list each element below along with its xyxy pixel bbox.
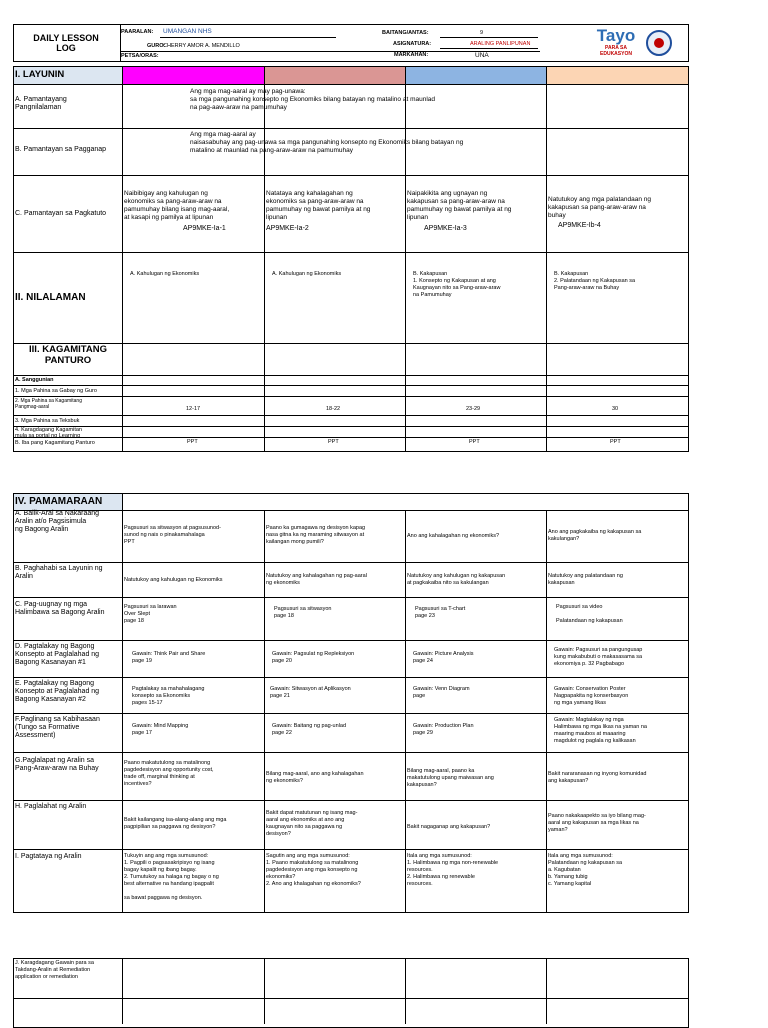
gabay-guro-label: 1. Mga Pahina sa Gabay ng Guro (15, 388, 97, 394)
pagtalakay-1-cell-3: Gawain: Picture Analysis page 24 (413, 651, 474, 664)
nilalaman-cell-1: A. Kahulugan ng Ekonomiks (130, 271, 200, 277)
pagtalakay-2-cell-2: Gawain: Sitwasyon at Aplikasyon page 21 (270, 686, 351, 699)
paglalapat-cell-2: Bilang mag-aaral, ano ang kahalagahan ng ekonomiks? (266, 771, 364, 784)
nilalaman-cell-3: B. Kakapusan 1. Konsepto ng Kakapusan at ang Kaugnayan nito sa Pang-araw-araw na Pamumuhay (413, 271, 501, 298)
ppt-value-1: PPT (187, 439, 198, 445)
pagtalakay-1-cell-1: Gawain: Think Pair and Share page 19 (132, 651, 206, 664)
ppt-value-3: PPT (469, 439, 480, 445)
paglalapat-cell-4: Bakit nararanasan ng inyong komunidad ang kakapusan? (548, 771, 647, 784)
balik-aral-cell-2: Paano ka gumagawa ng desisyon kapag nasa gitna ka ng maraming sitwasyon at kailangan mong pumili? (266, 525, 366, 545)
pagtalakay-2-label: E. Pagtalakay ng Bagong Konsepto at Paglalahad ng Bagong Kasanayan #2 (15, 680, 100, 703)
pagtalakay-1-label: D. Pagtalakay ng Bagong Konsepto at Paglalahad ng Bagong Kasanayan #1 (15, 643, 100, 666)
kagamitan-heading: III. KAGAMITANG PANTURO (29, 344, 107, 366)
paglinang-label: F.Paglinang sa Kabihasaan (Tungo sa Formative Assessment) (15, 716, 100, 739)
paglinang-cell-1: Gawain: Mind Mapping page 17 (132, 723, 189, 736)
ppt-value-4: PPT (610, 439, 621, 445)
paglalahat-cell-4: Paano nakakaapekto sa iyo bilang mag- aaral ang kakapusan sa mga likas na yaman? (548, 813, 646, 833)
logo-text-tayo: Tayo (596, 26, 636, 45)
balik-aral-label: A. Balik-Aral sa Nakaraang Aralin at/o Pagsisimula ng Bagong Aralin (15, 510, 100, 533)
paglalahat-label: H. Paglalahat ng Aralin (15, 803, 87, 810)
paglalapat-label: G.Paglalapat ng Aralin sa Pang-Araw-araw na Buhay (15, 757, 99, 772)
paglinang-cell-2: Gawain: Baitang ng pag-unlad page 22 (272, 723, 346, 736)
pagtalakay-2-cell-1: Pagtalakay sa mahahalagang konsepto sa Ekonomiks pages 15-17 (132, 686, 205, 706)
paghahabi-label: B. Paghahabi sa Layunin ng Aralin (15, 565, 103, 580)
pagtalakay-1-cell-2: Gawain: Pagsulat ng Repleksiyon page 20 (272, 651, 355, 664)
pag-uugnay-cell-1: Pagsusuri sa larawan Over Slept page 18 (124, 604, 177, 624)
pagkatuto-3-text: Naipakikita ang ugnayan ng kakapusan sa pang-araw-araw na pamumuhay ng bawat pamilya at ng lipunan (407, 190, 512, 221)
pagkatuto-4-code: AP9MKE-Ib-4 (558, 222, 601, 229)
markahan-label: MARKAHAN: (394, 52, 429, 58)
pagtalakay-2-cell-4: Gawain: Conservation Poster Nagpapakita ng konserbasyon ng mga yamang likas (554, 686, 629, 706)
kagamitan-pahina-label: 2. Mga Pahina sa Kagamitang Pangmag-aaral (15, 398, 82, 410)
pamantayang-pangnilalaman-label: A. Pamantayang Pangnilalaman (15, 96, 67, 111)
teksbuk-label: 3. Mga Pahina sa Teksbuk (15, 418, 80, 424)
nilalaman-cell-2: A. Kahulugan ng Ekonomiks (272, 271, 342, 277)
pagtataya-cell-4: Itala ang mga sumusunod: Palatandaan ng kakapusan sa a. Kagubatan b. Yamang tubig c. Yamang kapital (548, 853, 623, 887)
document-title: DAILY LESSON LOG (33, 33, 99, 53)
paghahabi-cell-4: Natutukoy ang palatandaan ng kakapusan (548, 573, 623, 586)
pagtalakay-2-cell-3: Gawain: Venn Diagram page (413, 686, 470, 699)
paglinang-cell-4: Gawain: Magtalakay ng mga Halimbawa ng mga likas na yaman na maaring maubos at maaaring magdulot ng paglala ng kalikasan (554, 717, 647, 744)
paglalahat-cell-1: Bakit kailangang isa-alang-alang ang mga pagpipilian sa paggawa ng desisyon? (124, 817, 227, 830)
paghahabi-cell-3: Natutukoy ang kahulugan ng kakapusan at pagkakaiba nito sa kakulangan (407, 573, 506, 586)
logo-text-edukasyon: PARA SA EDUKASYON (600, 45, 632, 57)
kagamitan-value-1: 12-17 (186, 406, 201, 412)
pamantayan-pagganap-label: B. Pamantayan sa Pagganap (15, 146, 107, 153)
nilalaman-cell-4: B. Kakapusan 2. Palatandaan ng Kakapusan sa Pang-araw-araw na Buhay (554, 271, 636, 291)
pag-uugnay-cell-2: Pagsusuri sa sitwasyon page 18 (274, 606, 332, 619)
pamantayang-pangnilalaman-text: Ang mga mag-aaral ay may pag-unawa: sa mga pangunahing konsepto ng Ekonomiks bilang batayan ng matalino at maunlad na pag-aaw-araw na pamumuhay (190, 88, 436, 111)
pamantayan-pagkatuto-label: C. Pamantayan sa Pagkatuto (15, 210, 107, 217)
baitang-value: 9 (480, 30, 484, 36)
pag-uugnay-cell-3: Pagsusuri sa T-chart page 23 (415, 606, 466, 619)
ppt-value-2: PPT (328, 439, 339, 445)
pagkatuto-4-text: Natutukoy ang mga palatandaan ng kakapusan sa pang-araw-araw na buhay (548, 196, 651, 219)
pagtataya-cell-2: Sagutin ang ang mga sumusunod: 1. Paano makatutulong sa matalinong pagdedesisyon ang mga konsepto ng ekonomiks? 2. Ano ang khalagahan ng ekonomiks? (266, 853, 361, 887)
sanggunian-label: A. Sanggunian (15, 377, 54, 383)
paglalapat-cell-3: Bilang mag-aaral, paano ka makatutulong upang maiwasan ang kakapusan? (407, 768, 494, 788)
guro-label: GURO: (147, 43, 166, 49)
kagamitan-value-2: 18-22 (326, 406, 341, 412)
kagamitan-value-3: 23-29 (466, 406, 481, 412)
karagdagang-kagamitan-label: 4. Karagdagang Kagamitan mula sa portal ng Learning (15, 427, 82, 439)
pagkatuto-1-code: AP9MKE-Ia-1 (183, 225, 226, 232)
balik-aral-cell-1: Pagsusuri sa sitwasyon at pagsusunod- sunod ng nais o pinakamahalaga PPT (124, 525, 221, 545)
pagkatuto-3-code: AP9MKE-Ia-3 (424, 225, 467, 232)
nilalaman-heading: II. NILALAMAN (15, 292, 86, 303)
petsa-label: PETSA/ORAS: (121, 53, 159, 59)
layunin-heading: I. LAYUNIN (15, 69, 65, 80)
color-bar-blue (547, 67, 688, 84)
lesson-table-3 (13, 958, 689, 1028)
iba-pang-kagamitan-label: B. Iba pang Kagamitang Panturo (15, 440, 95, 446)
pagtalakay-1-cell-4: Gawain: Pagsusuri sa pangungusap kung makabubuti o makasasama sa ekonomiya p. 32 Pagbabago (554, 647, 643, 667)
pagkatuto-2-text: Natataya ang kahalagahan ng ekonomiks sa pang-araw-araw na pamumuhay ng bawat pamilya at ng lipunan (266, 190, 371, 221)
pamantayan-pagganap-text: Ang mga mag-aaral ay naisasabuhay ang pag-unawa sa mga pangunahing konsepto ng Ekonomiks bilang batayan ng matalino at maunlad na pang-araw-araw na pamumuhay (190, 131, 464, 154)
color-bar-rose (265, 67, 405, 84)
paglalapat-cell-1: Paano makatutulong sa matalinong pagdedesisyon ang opportunity cost, trade off, marginal thinking at incentives? (124, 760, 214, 787)
guro-value: CHERRY AMOR A. MENDILLO (163, 43, 240, 49)
markahan-value: UNA (475, 52, 489, 59)
paglalahat-cell-2: Bakit dapat matutunan ng isang mag- aaral ang ekonomiks at ano ang kaugnayan nito sa paggawa ng desisyon? (266, 810, 358, 837)
kagamitan-value-4: 30 (612, 406, 619, 412)
paaralan-label: PAARALAN: (121, 29, 154, 35)
asignatura-label: ASIGNATURA: (393, 41, 432, 47)
paglalahat-cell-3: Bakit nagaganap ang kakapusan? (407, 824, 491, 830)
pag-uugnay-cell-4: Pagsusuri sa video Palatandaan ng kakapusan (556, 604, 623, 624)
pag-uugnay-label: C. Pag-uugnay ng mga Halimbawa sa Bagong Aralin (15, 601, 105, 616)
baitang-label: BAITANG/ANTAS: (382, 30, 429, 36)
balik-aral-cell-3: Ano ang kahalagahan ng ekonomiks? (407, 533, 500, 539)
pamamaraan-heading: IV. PAMAMARAAN (15, 496, 103, 507)
paaralan-value: UMANGAN NHS (163, 28, 212, 35)
paghahabi-cell-1: Natutukoy ang kahulugan ng Ekonomiks (124, 577, 223, 583)
paglinang-cell-3: Gawain: Production Plan page 29 (413, 723, 474, 736)
pagkatuto-1-text: Naibibigay ang kahulugan ng ekonomiks sa pang-araw-araw na pamumuhay bilang isang mag-aaral, at kasapi ng pamilya at lipunan (124, 190, 230, 221)
pagkatuto-2-code: AP9MKE-Ia-2 (266, 225, 309, 232)
pagtataya-cell-1: Tukuyin ang ang mga sumusunod: 1. Pagpili o pagsasakripisyo ng isang bagay kapalit ng ibang bagay. 2. Tumutukoy sa halaga ng bagay o ng best alternative na handang ipagpalit sa bawat paggawa ng desisyon. (124, 853, 219, 901)
asignatura-value: ARALING PANLIPUNAN (470, 41, 531, 47)
paghahabi-cell-2: Natutukoy ang kahalagahan ng pag-aaral ng ekonomiks (266, 573, 367, 586)
tayo-logo (594, 27, 638, 61)
karagdagang-gawain-label: J. Karagdagang Gawain para sa Takdang-Aralin at Remediation application or remediation (15, 960, 94, 980)
pagtataya-cell-3: Itala ang mga sumusunod: 1. Halimbawa ng mga non-renewable resources. 2. Halimbawa ng renewable resources. (407, 853, 499, 887)
pagtataya-label: I. Pagtataya ng Aralin (15, 853, 82, 860)
balik-aral-cell-4: Ano ang pagkakaiba ng kakapusan sa kakulangan? (548, 529, 642, 542)
deped-seal-icon (646, 30, 672, 56)
